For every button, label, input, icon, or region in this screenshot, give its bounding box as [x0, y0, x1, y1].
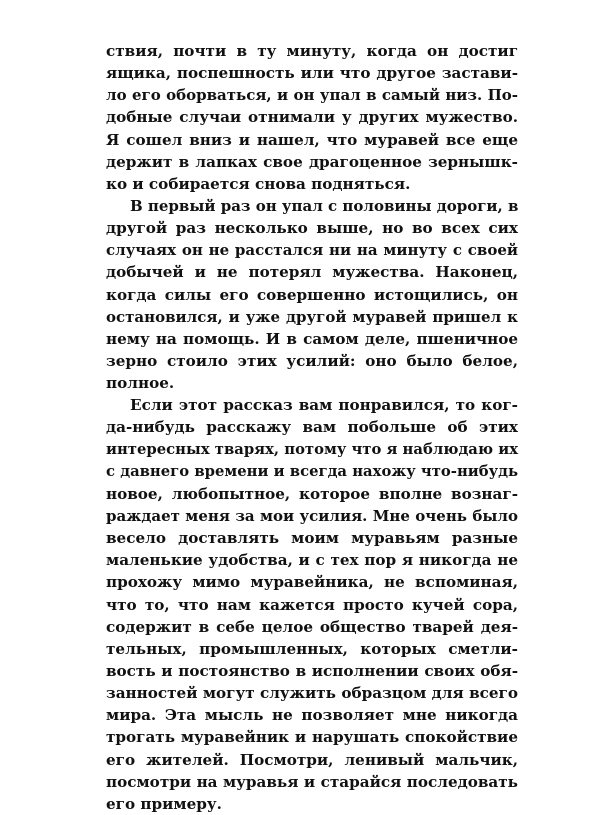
- text-line: зерно стоило этих усилий: оно было белое,: [106, 351, 518, 370]
- paragraph: [106, 394, 518, 815]
- text-line: весело доставлять моим муравьям разные: [106, 529, 518, 548]
- text-line: ящика, поспешность или что другое застави-: [106, 64, 518, 83]
- text-line: да-нибудь расскажу вам побольше об этих: [106, 418, 518, 437]
- text-line: когда силы его совершенно истощились, он: [106, 285, 518, 304]
- text-line: ствия, почти в ту минуту, когда он достиг: [106, 42, 518, 60]
- text-line: новое, любопытное, которое вполне вознаг-: [106, 484, 518, 503]
- text-line: маленькие удобства, и с тех пор я никогда не: [106, 551, 518, 570]
- text-line: нему на помощь. И в самом деле, пшеничное: [106, 329, 518, 348]
- text-line: полное.: [106, 374, 175, 393]
- paragraph: [106, 40, 518, 195]
- text-line: ло его оборваться, и он упал в самый низ. По-: [106, 86, 518, 105]
- text-line: мира. Эта мысль не позволяет мне никогда: [106, 706, 518, 725]
- text-line: что то, что нам кажется просто кучей сора,: [106, 595, 518, 614]
- text-line: содержит в себе целое общество тварей дея-: [106, 617, 518, 636]
- text-line: занностей могут служить образцом для всего: [106, 684, 518, 703]
- text-line: трогать муравейник и нарушать спокойствие: [106, 728, 518, 747]
- text-line: остановился, и уже другой муравей пришел к: [106, 307, 518, 326]
- text-line: с давнего времени и всегда нахожу что-нибудь: [106, 462, 518, 480]
- paragraph: [106, 195, 518, 394]
- text-line: его примеру.: [106, 794, 222, 813]
- text-line: вость и постоянство в исполнении своих обя-: [106, 661, 518, 680]
- text-line: тельных, промышленных, которых сметли-: [106, 639, 518, 658]
- text-line: Я сошел вниз и нашел, что муравей все еще: [106, 130, 518, 149]
- text-line: случаях он не расстался ни на минуту с своей: [106, 241, 518, 260]
- text-line: добычей и не потерял мужества. Наконец,: [106, 263, 518, 282]
- text-line: ко и собирается снова подняться.: [106, 174, 411, 193]
- text-line: посмотри на муравья и старайся последовать: [106, 772, 518, 791]
- page-text: [106, 40, 518, 815]
- text-line: его жителей. Посмотри, ленивый мальчик,: [106, 750, 518, 769]
- text-line: раждает меня за мои усилия. Мне очень было: [106, 506, 518, 525]
- text-line: добные случаи отнимали у других мужество.: [106, 108, 518, 127]
- text-line: держит в лапках свое драгоценное зернышк-: [106, 152, 518, 171]
- text-line: прохожу мимо муравейника, не вспоминая,: [106, 573, 518, 592]
- text-line: другой раз несколько выше, но во всех сих: [106, 219, 518, 238]
- text-line: интересных тварях, потому что я наблюдаю их: [106, 440, 519, 458]
- text-line: В первый раз он упал с половины дороги, в: [130, 196, 519, 215]
- text-line: Если этот рассказ вам понравился, то ког-: [130, 396, 518, 415]
